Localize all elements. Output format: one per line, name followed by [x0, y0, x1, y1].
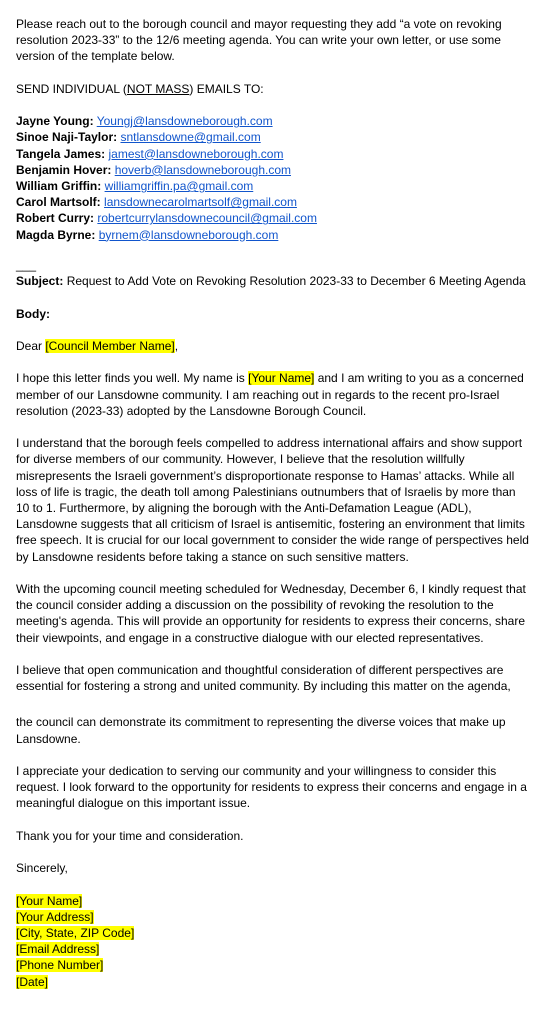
contact-name: Sinoe Naji-Taylor:	[16, 130, 118, 145]
signature-line: [Your Address]	[16, 909, 94, 924]
signature-line: [City, State, ZIP Code]	[16, 925, 135, 940]
contact-list	[16, 113, 529, 243]
paragraph-communication: I believe that open communication and thoughtful consideration of different perspectives are essential for fostering a strong and united community. By including this matter on the agenda,	[16, 662, 511, 694]
contact-item	[16, 146, 529, 162]
signature-block	[16, 893, 529, 990]
subject-label: Subject:	[16, 274, 64, 289]
contact-name: Magda Byrne:	[16, 227, 96, 242]
contact-email-link[interactable]: jamest@lansdowneborough.com	[108, 146, 284, 161]
greeting: Dear [Council Member Name],	[16, 338, 179, 353]
paragraph-request: With the upcoming council meeting scheduled for Wednesday, December 6, I kindly request that the council consider adding a discussion on the possibility of revoking the resolution to the meeting's agenda. This will provide an opportunity for residents to express their concerns, share their viewpoints, and engage in a constructive dialogue with our elected representatives.	[16, 581, 526, 645]
subject-text: Request to Add Vote on Revoking Resolution 2023-33 to December 6 Meeting Agenda	[66, 274, 526, 289]
contact-email-link[interactable]: lansdownecarolmartsolf@gmail.com	[104, 195, 297, 210]
closing: Sincerely,	[16, 861, 68, 876]
subject-line	[16, 273, 529, 289]
contact-name: William Griffin:	[16, 179, 102, 193]
placeholder-council-member-name: [Council Member Name]	[45, 338, 175, 353]
contact-email-link[interactable]: hoverb@lansdowneborough.com	[114, 162, 291, 177]
contact-name: Robert Curry:	[16, 211, 95, 226]
contact-item	[16, 113, 529, 129]
contact-item	[16, 210, 529, 226]
contact-email-link[interactable]: williamgriffin.pa@gmail.com	[104, 179, 254, 193]
paragraph-commitment: the council can demonstrate its commitment to representing the diverse voices that make up Lansdowne.	[16, 715, 506, 746]
paragraph-introduction: I hope this letter finds you well. My name is [Your Name] and I am writing to you as a concerned member of our Lansdowne community. I am reaching out in regards to the recent pro-Israel resolution (2023-33) adopted by the Lansdowne Borough Council.	[16, 371, 524, 418]
contact-name: Jayne Young:	[16, 114, 94, 129]
contact-item	[16, 194, 529, 210]
contact-email-link[interactable]: byrnem@lansdowneborough.com	[98, 227, 279, 242]
contact-item	[16, 129, 529, 145]
contact-item	[16, 162, 529, 178]
signature-line: [Phone Number]	[16, 958, 104, 973]
contact-email-link[interactable]: Youngj@lansdowneborough.com	[96, 114, 273, 129]
paragraph-thanks: Thank you for your time and consideration.	[16, 828, 244, 843]
contact-name: Carol Martsolf:	[16, 195, 101, 210]
signature-line: [Date]	[16, 974, 49, 989]
contact-email-link[interactable]: robertcurrylansdownecouncil@gmail.com	[97, 211, 317, 226]
contact-name: Benjamin Hover:	[16, 162, 112, 177]
signature-line: [Email Address]	[16, 942, 100, 957]
placeholder-your-name: [Your Name]	[248, 371, 315, 386]
contact-name: Tangela James:	[16, 146, 106, 161]
signature-line: [Your Name]	[16, 893, 83, 908]
contact-item	[16, 227, 529, 243]
not-mass-emphasis: NOT MASS	[126, 81, 190, 96]
contact-email-link[interactable]: sntlansdowne@gmail.com	[120, 130, 261, 145]
contact-item	[16, 178, 529, 194]
intro-paragraph: Please reach out to the borough council and mayor requesting they add “a vote on revoking resolution 2023-33” to the 12/6 meeting agenda. You can write your own letter, or use some version of the template below.	[16, 17, 502, 64]
separator-line: ___	[16, 258, 37, 272]
paragraph-concerns: I understand that the borough feels compelled to address international affairs and show support for diverse members of our community. However, I believe that the resolution willfully misrepresents the Israeli government’s disproportionate response to Hamas’ attacks. While all loss of life is tragic, the death toll among Palestinians outnumbers that of Israelis by more than 10 to 1. Furthermore, by aligning the borough with the Anti-Defamation League (ADL), Lansdowne suggests that all criticism of Israel is antisemitic, fostering an environment that limits free speech. It is crucial for our local government to consider the wide range of perspectives held by Lansdowne residents before taking a stance on such sensitive matters.	[16, 436, 529, 564]
body-label: Body:	[16, 306, 50, 321]
send-instruction: SEND INDIVIDUAL (NOT MASS) EMAILS TO:	[16, 81, 264, 96]
paragraph-appreciation: I appreciate your dedication to serving our community and your willingness to consider this request. I look forward to the opportunity for residents to express their concerns and engage in a meaningful dialogue on this important issue.	[16, 763, 527, 811]
